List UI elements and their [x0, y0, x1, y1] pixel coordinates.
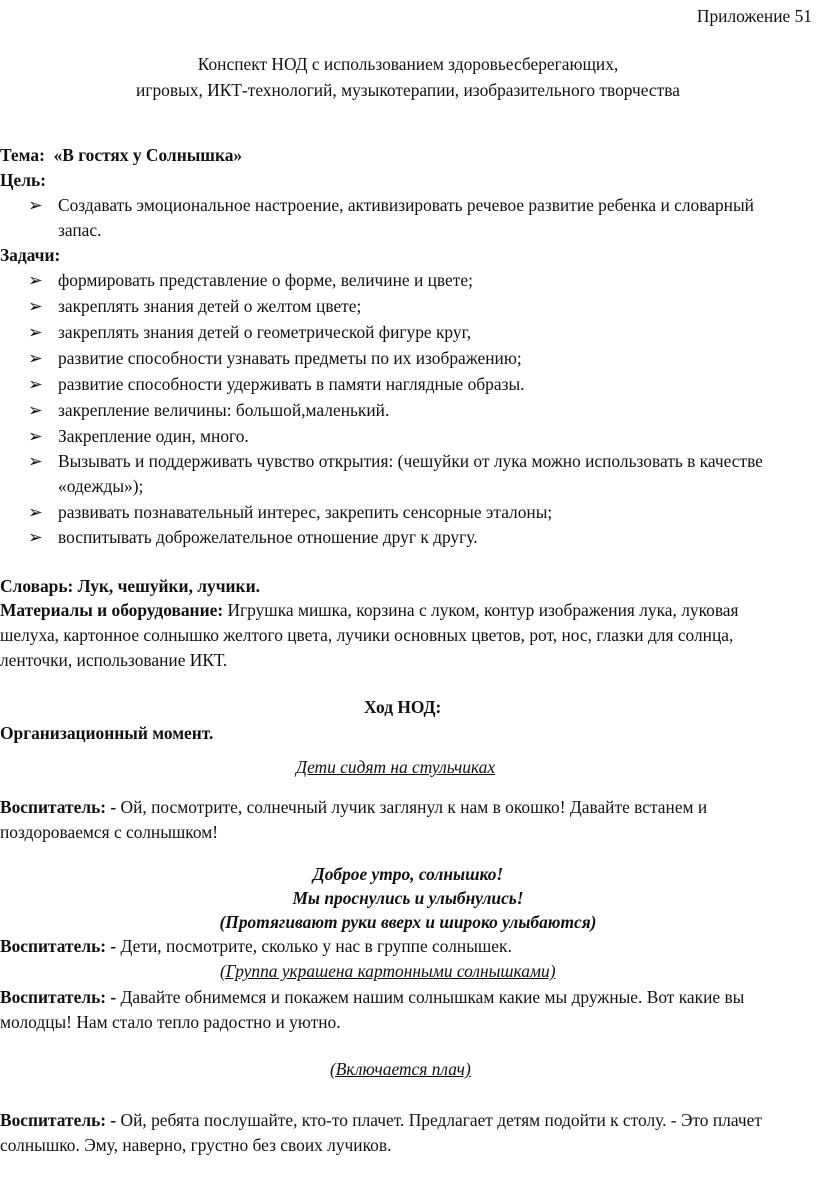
arrow-bullet-icon: ➢	[28, 296, 43, 316]
teacher-label: Воспитатель: -	[0, 987, 117, 1007]
arrow-bullet-icon: ➢	[28, 502, 43, 522]
task-text: формировать представление о форме, величине и цвете;	[58, 270, 473, 290]
task-text: развивать познавательный интерес, закрепить сенсорные эталоны;	[58, 502, 553, 522]
task-text: закреплять знания детей о желтом цвете;	[58, 296, 362, 316]
teacher-speech	[0, 1108, 800, 1158]
arrow-bullet-icon: ➢	[28, 527, 43, 547]
poem-line: Доброе утро, солнышко!	[312, 864, 504, 884]
speech-text: Давайте обнимемся и покажем нашим солнышкам какие мы дружные. Вот какие вы молодцы! Нам стало тепло радостно и уютно.	[0, 987, 745, 1032]
materials-paragraph	[0, 598, 800, 673]
goal-label: Цель:	[0, 170, 46, 190]
topic-value: «В гостях у Солнышка»	[53, 145, 243, 165]
title-line-1: Конспект НОД с использованием здоровьесберегающих,	[197, 54, 619, 74]
speech-text: Ой, ребята послушайте, кто-то плачет. Предлагает детям подойти к столу. - Это плачет солнышко. Эму, наверно, грустно без своих лучиков.	[0, 1110, 762, 1155]
task-text: воспитывать доброжелательное отношение друг к другу.	[58, 527, 478, 547]
arrow-bullet-icon: ➢	[28, 374, 43, 394]
teacher-label: Воспитатель: -	[0, 936, 117, 956]
materials-text: Игрушка мишка, корзина с луком, контур изображения лука, луковая шелуха, картонное солнышко желтого цвета, лучики основных цветов, рот, нос, глазки для солнца, ленточки, использование ИКТ.	[0, 600, 739, 670]
tasks-label: Задачи:	[0, 245, 61, 265]
task-text: закрепление величины: большой,маленький.	[58, 400, 390, 420]
vocabulary-line: Словарь: Лук, чешуйки, лучики.	[0, 576, 260, 596]
teacher-speech	[0, 934, 800, 959]
arrow-bullet-icon: ➢	[28, 195, 43, 215]
topic-line	[0, 143, 242, 168]
speech-text: Дети, посмотрите, сколько у нас в группе солнышек.	[116, 936, 512, 956]
teacher-speech	[0, 795, 800, 845]
teacher-speech	[0, 985, 800, 1035]
org-moment-heading: Организационный момент.	[0, 723, 214, 743]
task-text: развитие способности узнавать предметы по их изображению;	[58, 348, 522, 368]
stage-note: (Группа украшена картонными солнышками)	[220, 961, 556, 981]
task-text: Закрепление один, много.	[58, 426, 249, 446]
poem-line: (Протягивают руки вверх и широко улыбаются)	[219, 912, 597, 932]
arrow-bullet-icon: ➢	[28, 348, 43, 368]
appendix-label: Приложение 51	[696, 6, 812, 26]
task-text: закреплять знания детей о геометрической фигуре круг,	[58, 322, 472, 342]
title-line-2: игровых, ИКТ-технологий, музыкотерапии, изобразительного творчества	[136, 80, 680, 100]
task-text: Вызывать и поддерживать чувство открытия: (чешуйки от лука можно использовать в качестве «одежды»);	[58, 451, 763, 496]
materials-label: Материалы и оборудование:	[0, 600, 224, 620]
poem-line: Мы проснулись и улыбнулись!	[292, 888, 524, 908]
arrow-bullet-icon: ➢	[28, 451, 43, 471]
arrow-bullet-icon: ➢	[28, 426, 43, 446]
speech-text: Ой, посмотрите, солнечный лучик заглянул к нам в окошко! Давайте встанем и поздороваемся с солнышком!	[0, 797, 708, 842]
progress-heading: Ход НОД:	[364, 697, 442, 717]
arrow-bullet-icon: ➢	[28, 270, 43, 290]
stage-note: Дети сидят на стульчиках	[296, 757, 496, 777]
teacher-label: Воспитатель: -	[0, 797, 117, 817]
arrow-bullet-icon: ➢	[28, 322, 43, 342]
arrow-bullet-icon: ➢	[28, 400, 43, 420]
teacher-label: Воспитатель: -	[0, 1110, 117, 1130]
stage-note: (Включается плач)	[330, 1059, 471, 1079]
goal-text: Создавать эмоциональное настроение, активизировать речевое развитие ребенка и словарный запас.	[58, 195, 754, 240]
topic-label: Тема:	[0, 145, 45, 165]
task-text: развитие способности удерживать в памяти наглядные образы.	[58, 374, 525, 394]
